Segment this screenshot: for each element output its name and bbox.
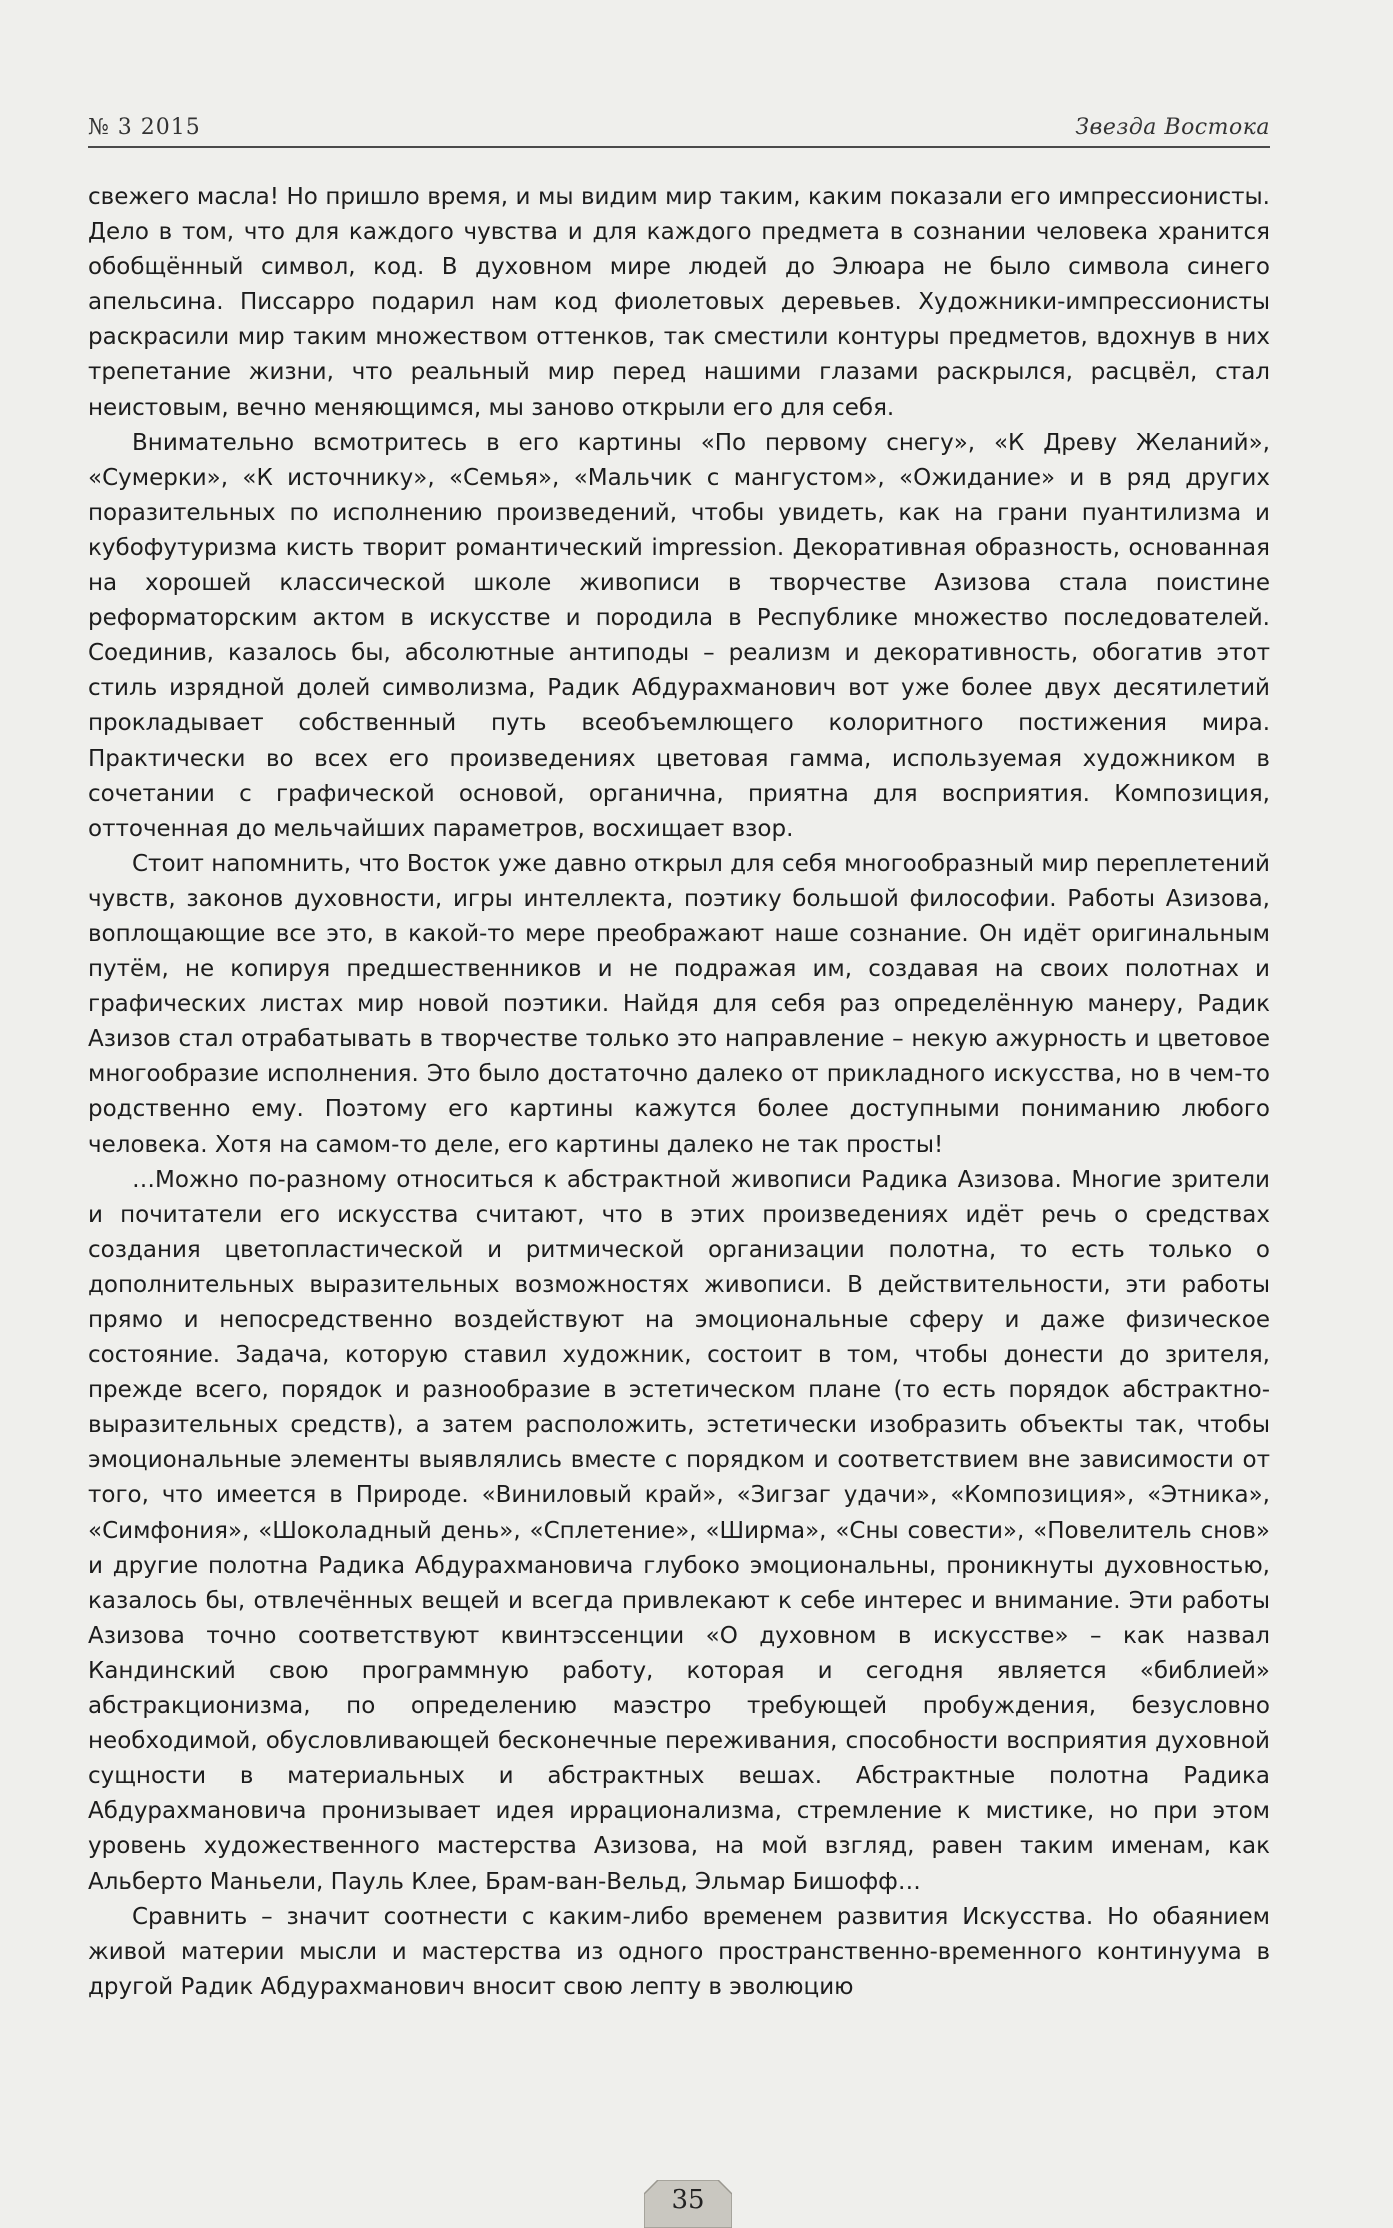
issue-number: № 3 2015: [88, 115, 201, 140]
paragraph-continuation: свежего масла! Но пришло время, и мы видим мир таким, каким показали его импрессионисты. Дело в том, что для каждого чувства и для каждого предмета в сознании человека хранится обобщённый символ, код. В духовном мире людей до Элюара не было символа синего апельсина. Писсарро подарил нам код фиолетовых деревьев. Художники-импрессионисты раскрасили мир таким множеством оттенков, так сместили контуры предметов, вдохнув в них трепетание жизни, что реальный мир перед нашими глазами раскрылся, расцвёл, стал неистовым, вечно меняющимся, мы заново открыли его для себя.: [88, 184, 1270, 421]
paragraph: …Можно по-разному относиться к абстрактной живописи Радика Азизова. Многие зрители и почитатели его искусства считают, что в этих произведениях идёт речь о средствах создания цветопластической и ритмической организации полотна, то есть только о дополнительных выразительных возможностях живописи. В действительности, эти работы прямо и непосредственно воздействуют на эмоциональные сферу и даже физическое состояние. Задача, которую ставил художник, состоит в том, чтобы донести до зрителя, прежде всего, порядок и разнообразие в эстетическом плане (то есть порядок абстрактно-выразительных средств), а затем расположить, эстетически изобразить объекты так, чтобы эмоциональные элементы выявлялись вместе с порядком и соответствием вне зависимости от того, что имеется в Природе. «Виниловый край», «Зигзаг удачи», «Композиция», «Этника», «Симфония», «Шоколадный день», «Сплетение», «Ширма», «Сны совести», «Повелитель снов» и другие полотна Радика Абдурахмановича глубоко эмоциональны, проникнуты духовностью, казалось бы, отвлечённых вещей и всегда привлекают к себе интерес и внимание. Эти работы Азизова точно соответствуют квинтэссенции «О духовном в искусстве» – как назвал Кандинский свою программную работу, которая и сегодня является «библией» абстракционизма, по определению маэстро требующей пробуждения, безусловно необходимой, обусловливающей бесконечные переживания, способности восприятия духовной сущности в материальных и абстрактных вешах. Абстрактные полотна Радика Абдурахмановича пронизывает идея иррационализма, стремление к мистике, но при этом уровень художественного мастерства Азизова, на мой взгляд, равен таким именам, как Альберто Маньели, Пауль Клее, Брам-ван-Вельд, Эльмар Бишофф…: [88, 1166, 1270, 1895]
page-number: 35: [671, 2185, 705, 2215]
running-head: [88, 112, 1270, 146]
header-rule: [88, 146, 1270, 148]
paragraph: Внимательно всмотритесь в его картины «По первому снегу», «К Древу Желаний», «Сумерки», «К источнику», «Семья», «Мальчик с мангустом», «Ожидание» и в ряд других поразительных по исполнению произведений, чтобы увидеть, как на грани пуантилизма и кубофутуризма кисть творит романтический impression. Декоративная образность, основанная на хорошей классической школе живописи в творчестве Азизова стала поистине реформаторским актом в искусстве и породила в Республике множество последователей. Соединив, казалось бы, абсолютные антиподы – реализм и декоративность, обогатив этот стиль изрядной долей символизма, Радик Абдурахманович вот уже более двух десятилетий прокладывает собственный путь всеобъемлющего колоритного постижения мира. Практически во всех его произведениях цветовая гамма, используемая художником в сочетании с графической основой, органична, приятна для восприятия. Композиция, отточенная до мельчайших параметров, восхищает взор.: [88, 429, 1270, 842]
article-body: [88, 180, 1270, 2005]
journal-title: Звезда Востока: [1075, 115, 1270, 140]
page-number-badge: [644, 2180, 732, 2228]
paragraph: Стоит напомнить, что Восток уже давно открыл для себя многообразный мир переплетений чувств, законов духовности, игры интеллекта, поэтику большой философии. Работы Азизова, воплощающие все это, в какой-то мере преображают наше сознание. Он идёт оригинальным путём, не копируя предшественников и не подражая им, создавая на своих полотнах и графических листах мир новой поэтики. Найдя для себя раз определённую манеру, Радик Азизов стал отрабатывать в творчестве только это направление – некую ажурность и цветовое многообразие исполнения. Это было достаточно далеко от прикладного искусства, но в чем-то родственно ему. Поэтому его картины кажутся более доступными пониманию любого человека. Хотя на самом-то деле, его картины далеко не так просты!: [88, 850, 1270, 1158]
paragraph: Сравнить – значит соотнести с каким-либо временем развития Искусства. Но обаянием живой материи мысли и мастерства из одного пространственно-временного континуума в другой Радик Абдурахманович вносит свою лепту в эволюцию: [88, 1903, 1270, 2000]
